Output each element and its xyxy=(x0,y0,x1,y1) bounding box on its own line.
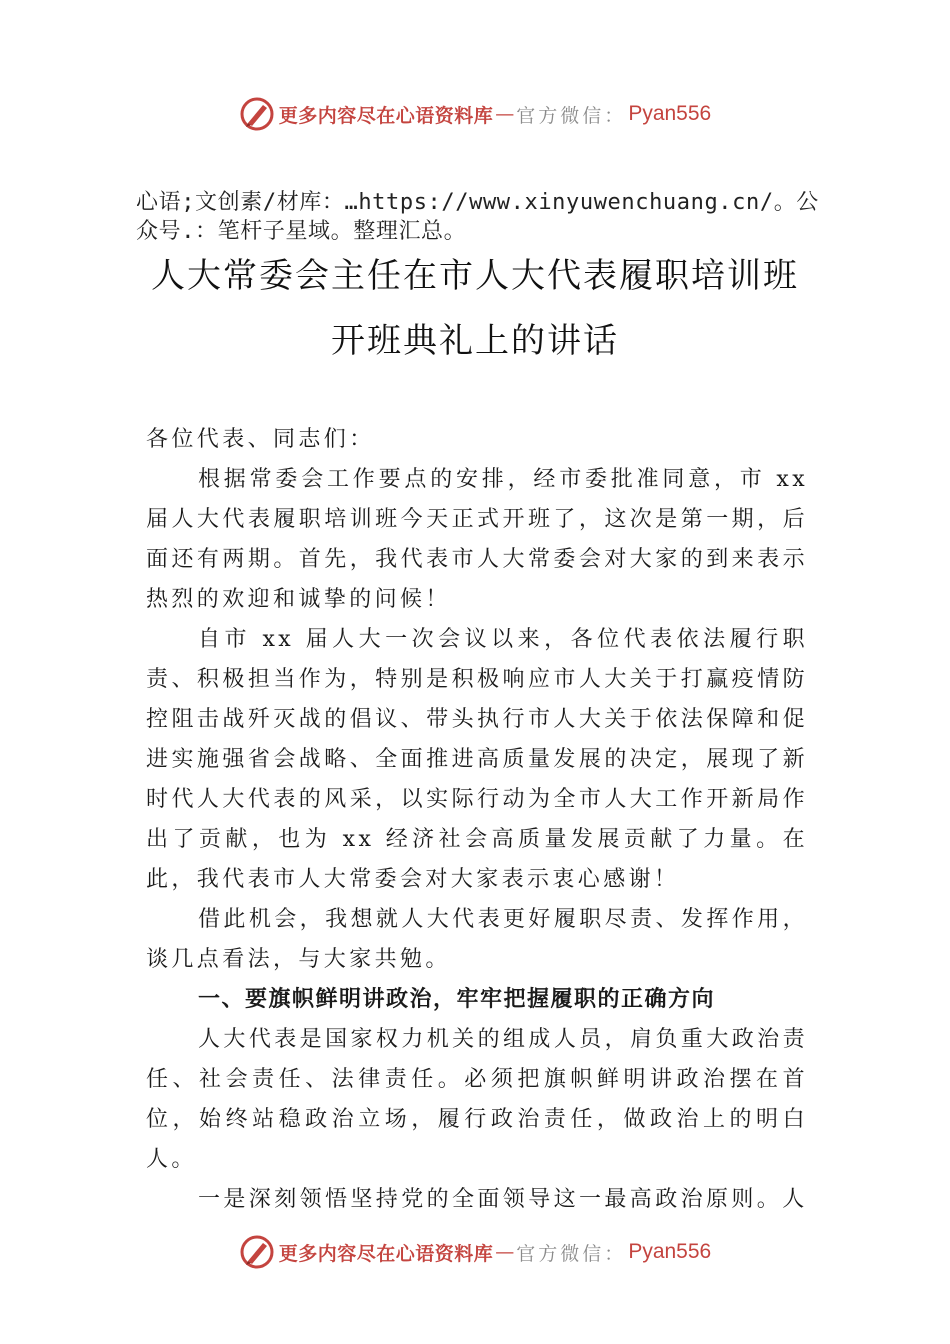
paragraph: 借此机会，我想就人大代表更好履职尽责、发挥作用，谈几点看法，与大家共勉。 xyxy=(146,907,808,972)
document-body xyxy=(146,420,808,1220)
footer-banner xyxy=(0,1230,950,1274)
banner-dash: — xyxy=(495,103,515,125)
banner-dash: — xyxy=(495,1241,515,1263)
salutation: 各位代表、同志们： xyxy=(146,427,375,452)
banner-wechat-id: Pyan556 xyxy=(628,102,712,125)
paragraph: 自市 xx 届人大一次会议以来，各位代表依法履行职责、积极担当作为，特别是积极响应市人大关于打赢疫情防控阻击战歼灭战的倡议、带头执行市人大关于依法保障和促进实施强省会战略、全面推进高质量发展的决定，展现了新时代人大代表的风采，以实际行动为全市人大工作开新局作出了贡献，也为 xx 经济社会高质量发展贡献了力量。在此，我代表市人大常委会对大家表示衷心感谢！ xyxy=(146,627,808,892)
header-banner xyxy=(0,92,950,136)
banner-wechat-label: 官方微信： xyxy=(516,1242,627,1265)
source-line: 心语;文创素/材库：…https://www.xinyuwenchuang.cn/。公众号.：笔杆子星域。整理汇总。 xyxy=(136,190,819,244)
paragraph: 根据常委会工作要点的安排，经市委批准同意，市 xx 届人大代表履职培训班今天正式开班了，这次是第一期，后面还有两期。首先，我代表市人大常委会对大家的到来表示热烈的欢迎和诚挚的问候！ xyxy=(146,467,808,612)
paragraph: 人大代表是国家权力机关的组成人员，肩负重大政治责任、社会责任、法律责任。必须把旗帜鲜明讲政治摆在首位，始终站稳政治立场，履行政治责任，做政治上的明白人。 xyxy=(146,1027,808,1172)
banner-wechat-id: Pyan556 xyxy=(628,1240,712,1263)
banner-main-text: 更多内容尽在心语资料库 xyxy=(278,104,494,127)
document-title-line1: 人大常委会主任在市人大代表履职培训班 xyxy=(151,256,799,296)
pen-logo-icon xyxy=(239,96,275,132)
section-heading: 一、要旗帜鲜明讲政治，牢牢把握履职的正确方向 xyxy=(198,987,716,1012)
banner-wechat-label: 官方微信： xyxy=(516,104,627,127)
pen-logo-icon xyxy=(239,1234,275,1270)
paragraph: 一是深刻领悟坚持党的全面领导这一最高政治原则。人 xyxy=(198,1187,808,1212)
banner-main-text: 更多内容尽在心语资料库 xyxy=(278,1242,494,1265)
document-title-line2: 开班典礼上的讲话 xyxy=(331,321,619,361)
